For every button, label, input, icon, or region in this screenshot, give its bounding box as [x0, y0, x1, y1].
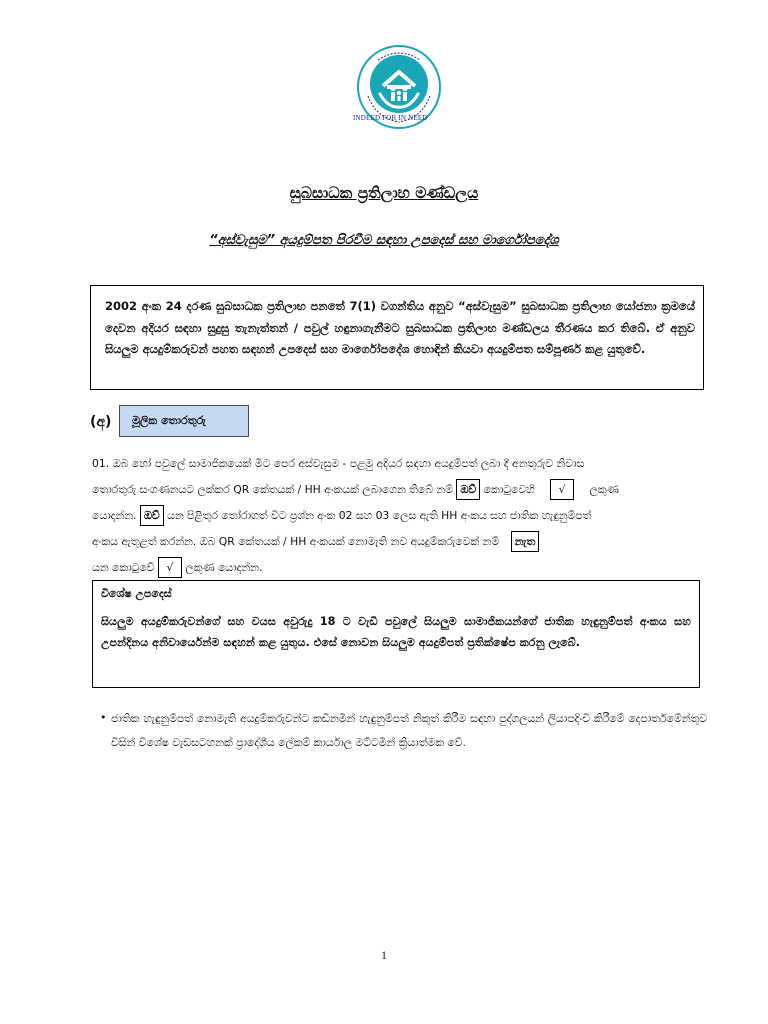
yes-box[interactable]: ඔව් — [140, 505, 164, 526]
document-title: සුබසාධක ප්‍රතිලාභ මණ්ඩලය — [289, 184, 479, 202]
yes-box[interactable]: ඔව් — [456, 479, 480, 500]
question-1-text: යොදන්න. — [92, 509, 137, 522]
intro-text: 2002 අංක 24 දරණ සුබසාධක ප්‍රතිලාභ පනතේ 7(1) වගන්තිය අනුව “අස්වැසුම” සුබසාධක ප්‍රතිලාභ යෝජනා ක්‍රමයේ දෙවන අදියර සඳහා සුදුසු තැනැත්තන් / පවුල් හඳුනාගැනීමට සුබසාධක ප්‍රතිලාභ මණ්ඩලය තීරණය කර තිබේ. ඒ අනුව සියලුම අයදුම්කරුවන් පහත සඳහන් උපදෙස් සහ මාර්ගෝපදේශ හොඳින් කියවා අයදුම්පත සම්පූර්ණ කළ යුතුවේ. — [105, 299, 695, 356]
tick-box[interactable]: √ — [550, 479, 574, 500]
tick-box[interactable]: √ — [158, 557, 182, 578]
question-1-text: ලකුණ යොදන්න. — [185, 561, 263, 574]
section-marker: (අ) — [90, 414, 112, 430]
question-1-text: තොරතුරු සංගණනයට ලක්කර QR කේතයක් / HH අංකයක් ලබාගෙන තිබේ නම් — [92, 483, 453, 496]
logo-caption: INDEED FOR IN NEED — [353, 114, 428, 122]
section-heading-box: මූලික තොරතුරු — [119, 405, 249, 437]
notice-heading: විශේෂ උපදෙස් — [101, 587, 172, 600]
document-subtitle: “අස්වැසුම” අයදුම්පත පිරවීම සඳහා උපදෙස් සහ මාර්ගෝපදේශ — [209, 233, 559, 248]
question-1-text: යන පිළිතුර තෝරාගත් විට ප්‍රශ්න අංක 02 සහ 03 ලෙස ඇති HH අංකය සහ ජාතික හැඳුනුම්පත් — [167, 509, 592, 522]
question-1-text: අංකය ඇතුළත් කරන්න. ඔබ QR කේතයක් / HH අංකයක් නොමැති නව අයදුම්කරුවෙක් නම් — [92, 535, 500, 548]
special-notice-box — [92, 580, 700, 688]
question-1-text: යන කොටුවේ — [92, 561, 155, 574]
question-1-line-3 — [92, 503, 591, 529]
question-1-text: කොටුවෙහි — [483, 483, 535, 496]
question-1-line-4 — [92, 529, 539, 555]
question-1-line-2 — [92, 477, 619, 503]
bullet-icon: • — [100, 711, 107, 724]
page-number: 1 — [381, 948, 387, 962]
bullet-text: ජාතික හැඳුනුම්පත් නොමැති අයදුම්කරුවන්ට කඩිනමින් හැඳුනුම්පත් නිකුත් කිරීම සඳහා පුද්ගලයන් ලියාපදිංචි කිරීමේ දෙපාර්තමේන්තුව විසින් විශේෂ වැඩසටහනක් ප්‍රාදේශීය ලේකම් කාර්යාල මට්ටමින් ක්‍රියාත්මක වේ. — [111, 712, 707, 749]
question-1-line-5 — [92, 555, 262, 581]
intro-box — [90, 285, 704, 390]
no-box[interactable]: නැත — [511, 531, 540, 552]
notice-text: සියලුම අයදුම්කරුවන්ගේ සහ වයස අවුරුදු 18 ට වැඩි පවුලේ සියලුම සාමාජිකයන්ගේ ජාතික හැඳුනුම්පත් අංකය සහ උපන්දිනය අනිවාර්යෙන්ම සඳහන් කළ යුතුය. එසේ නොවන සියලුම අයදුම්පත් ප්‍රතික්ෂේප කරනු ලැබේ. — [101, 615, 691, 649]
question-1-line-1: 01. ඔබ හෝ පවුලේ සාමාජිකයෙක් මීට පෙර අස්වැසුම - පළමු අදියර සඳහා අයදුම්පත් ලබා දී අනතුරුව නිවාස — [92, 457, 585, 470]
question-1-text: ලකුණ — [589, 483, 619, 496]
